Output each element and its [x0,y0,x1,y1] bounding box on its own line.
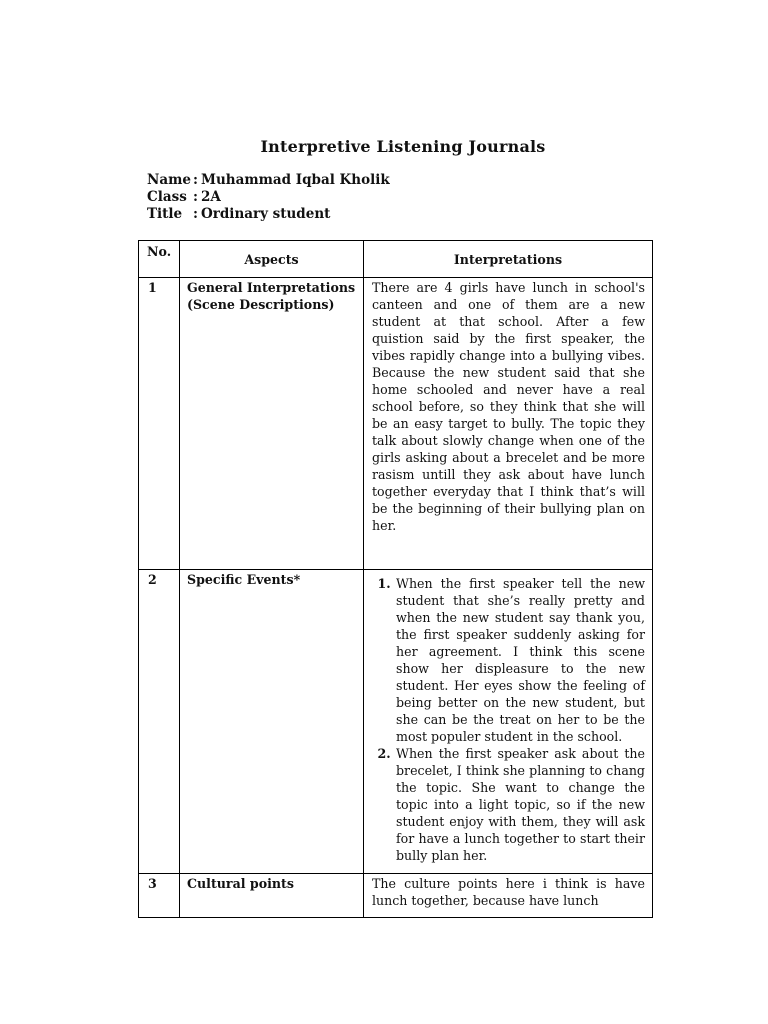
row-number: 1 [139,278,180,570]
row-aspect: Cultural points [180,874,364,918]
meta-label-class: Class [147,189,187,205]
meta-label-title: Title [147,206,183,222]
page-title: Interpretive Listening Journals [260,137,546,156]
student-info [147,172,390,223]
row-aspect [180,278,364,570]
header-interpretations: Interpretations [364,241,653,278]
meta-row-class [147,189,390,206]
row-aspect: Specific Events* [180,570,364,874]
aspect-line: General Interpretations [187,280,356,295]
journal-table [138,240,653,918]
aspect-line: (Scene Descriptions) [187,297,335,312]
table-row [139,570,653,874]
table-row [139,278,653,570]
meta-value-name: Muhammad Iqbal Kholik [201,172,390,188]
meta-label-name: Name [147,172,191,188]
meta-value-class: 2A [201,189,221,205]
header-aspects: Aspects [180,241,364,278]
meta-value-title: Ordinary student [201,206,331,222]
row-number: 2 [139,570,180,874]
row-interpretation [364,570,653,874]
row-interpretation: The culture points here i think is have lunch together, because have lunch [364,874,653,918]
list-item: 1. When the first speaker tell the new student that she’s really pretty and when the new student say thank you, the first speaker suddenly asking for her agreement. I think this scene show her displeasure to the new student. Her eyes show the feeling of being better on the new student, but she can be the treat on her to be the most populer student in the school. [395,575,645,745]
meta-separator: : [193,206,198,222]
meta-row-name [147,172,390,189]
row-number: 3 [139,874,180,918]
meta-separator: : [193,189,198,205]
table-header-row [139,241,653,278]
meta-separator: : [193,172,198,188]
list-item: 2. When the first speaker ask about the brecelet, I think she planning to chang the topic. She want to change the topic into a light topic, so if the new student enjoy with them, they will ask for have a lunch together to start their bully plan her. [395,745,645,864]
meta-row-title [147,206,390,223]
row-interpretation: There are 4 girls have lunch in school's canteen and one of them are a new student at that school. After a few quistion said by the first speaker, the vibes rapidly change into a bullying vibes. Because the new student said that she home schooled and never have a real school before, so they think that she will be an easy target to bully. The topic they talk about slowly change when one of the girls asking about a brecelet and be more rasism untill they ask about have lunch together everyday that I think that’s will be the beginning of their bullying plan on her. [364,278,653,570]
table-row [139,874,653,918]
header-no: No. [139,241,180,278]
events-list [372,575,645,864]
